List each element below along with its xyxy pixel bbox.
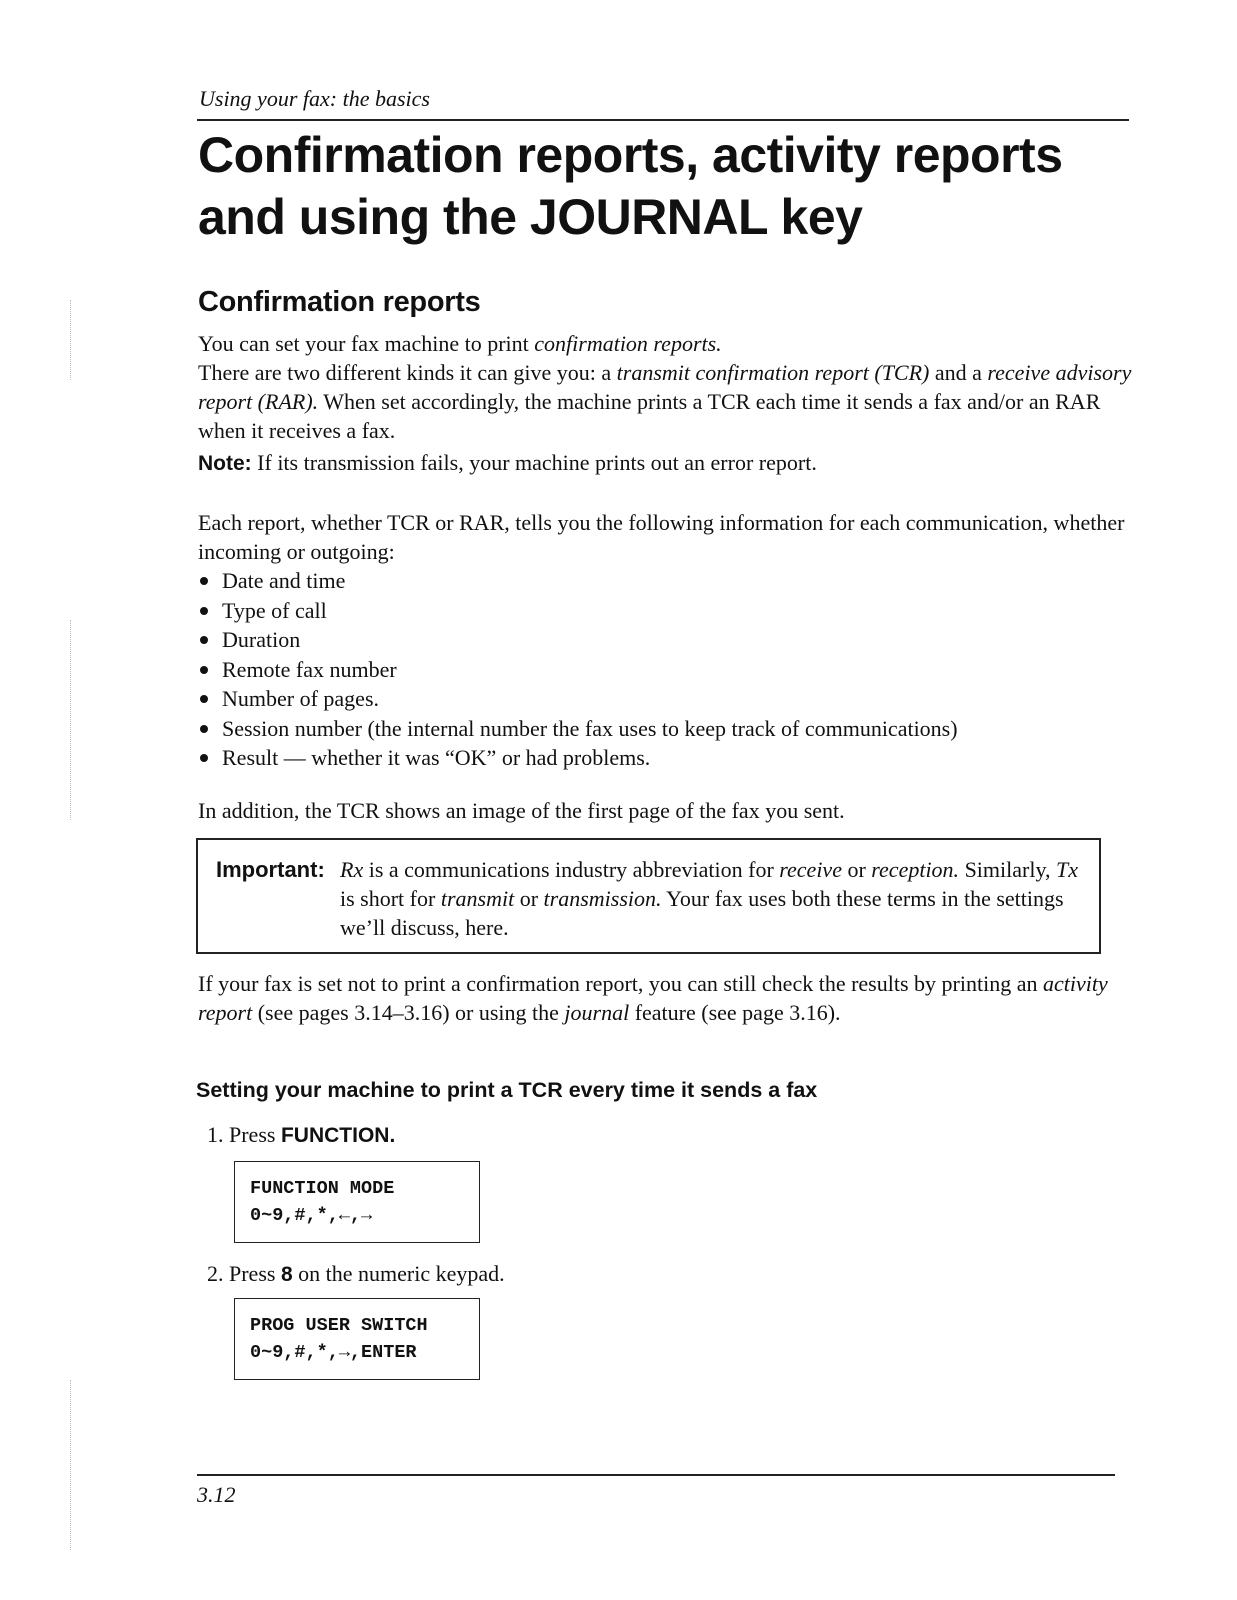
important-text-part: Similarly, xyxy=(959,857,1057,882)
if-not-mid: (see pages 3.14–3.16) or using the xyxy=(252,1000,565,1025)
step-text: Press xyxy=(229,1261,281,1286)
important-text-part: Your fax uses both these terms in the settings we’ll discuss, here. xyxy=(340,886,1064,940)
note-paragraph xyxy=(198,448,1133,478)
important-callout xyxy=(196,838,1101,954)
keypad-key: 8 xyxy=(280,1263,293,1286)
if-not-post: feature (see page 3.16). xyxy=(629,1000,841,1025)
important-text-part: or xyxy=(514,886,544,911)
lcd-line-2: 0~9,#,*,→,ENTER xyxy=(250,1342,417,1363)
activity-report-paragraph xyxy=(198,969,1133,1027)
list-item: Session number (the internal number the fax uses to keep track of communications) xyxy=(198,714,958,744)
tx-term: Tx xyxy=(1056,857,1079,882)
lcd-display-prog-user-switch xyxy=(234,1298,480,1380)
list-item: Number of pages. xyxy=(198,684,958,714)
intro-paragraph xyxy=(198,329,1133,445)
list-item: Duration xyxy=(198,625,958,655)
receive-term: receive xyxy=(779,857,842,882)
list-item: Result — whether it was “OK” or had problems. xyxy=(198,743,958,773)
step-1 xyxy=(207,1120,395,1151)
step-number: 1. xyxy=(207,1122,224,1147)
kinds-and: and a xyxy=(929,360,988,385)
intro-emphasis: confirmation reports. xyxy=(534,331,722,356)
in-addition-paragraph: In addition, the TCR shows an image of the first page of the fax you sent. xyxy=(198,798,845,823)
note-text: If its transmission fails, your machine prints out an error report. xyxy=(251,450,817,475)
page-title xyxy=(198,124,1138,248)
each-report-paragraph: Each report, whether TCR or RAR, tells you the following information for each communication, whether incoming or outgoing: xyxy=(198,510,1125,564)
function-key: FUNCTION. xyxy=(280,1124,396,1147)
kinds-text: There are two different kinds it can give you: a xyxy=(198,360,617,385)
lcd-line-1: FUNCTION MODE xyxy=(250,1178,395,1199)
subsection-title: Setting your machine to print a TCR every time it sends a fax xyxy=(196,1078,818,1102)
if-not-text: If your fax is set not to print a confirmation report, you can still check the results by printing an xyxy=(198,971,1043,996)
list-item: Type of call xyxy=(198,596,958,626)
report-info-list xyxy=(198,566,958,773)
step-number: 2. xyxy=(207,1261,224,1286)
activity-report-term: activity report xyxy=(198,971,1108,1025)
list-item: Remote fax number xyxy=(198,655,958,685)
running-header: Using your fax: the basics xyxy=(199,86,430,111)
page-title-line-1: Confirmation reports, activity reports xyxy=(198,127,1063,183)
important-text-part: or xyxy=(841,857,872,882)
reception-term: reception. xyxy=(871,857,960,882)
margin-scan-mark xyxy=(70,620,71,820)
important-text-part: is short for xyxy=(340,886,441,911)
note-label: Note: xyxy=(198,452,252,475)
step-text: Press xyxy=(229,1122,281,1147)
lcd-display-function-mode xyxy=(234,1161,480,1243)
important-label: Important: xyxy=(216,857,325,882)
transmit-term: transmit xyxy=(440,886,515,911)
lcd-line-2: 0~9,#,*,←,→ xyxy=(250,1205,373,1226)
kinds-rest: When set accordingly, the machine prints a TCR each time it sends a fax and/or an RAR when it receives a fax. xyxy=(198,389,1101,443)
important-text-part: is a communications industry abbreviation for xyxy=(363,857,780,882)
important-text xyxy=(340,855,1080,942)
header-rule xyxy=(197,119,1129,121)
footer-rule xyxy=(197,1474,1115,1476)
step-text-post: on the numeric keypad. xyxy=(292,1261,505,1286)
step-2 xyxy=(207,1259,505,1290)
page-title-line-2: and using the JOURNAL key xyxy=(198,189,863,245)
list-item: Date and time xyxy=(198,566,958,596)
margin-scan-mark xyxy=(70,1380,71,1550)
tcr-term: transmit confirmation report (TCR) xyxy=(616,360,930,385)
lcd-line-1: PROG USER SWITCH xyxy=(250,1315,428,1336)
intro-text: You can set your fax machine to print xyxy=(198,331,535,356)
margin-scan-mark xyxy=(70,300,71,380)
section-title: Confirmation reports xyxy=(198,286,481,318)
journal-term: journal xyxy=(564,1000,630,1025)
transmission-term: transmission. xyxy=(543,886,662,911)
page-number: 3.12 xyxy=(197,1482,236,1507)
rar-term: receive advisory report (RAR). xyxy=(198,360,1132,414)
rx-term: Rx xyxy=(340,857,364,882)
